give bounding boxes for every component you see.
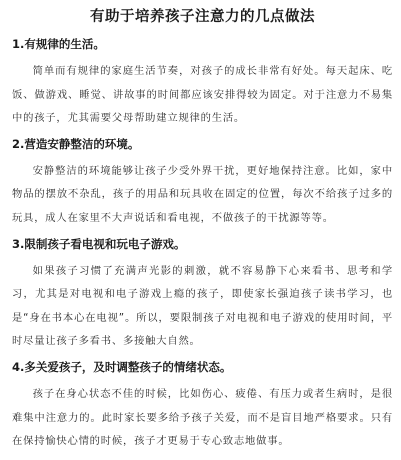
section-paragraph: 简单而有规律的家庭生活节奏，对孩子的成长非常有好处。每天起床、吃饭、做游戏、睡觉、讲故事的时间都应该安排得较为固定。对于注意力不易集中的孩子，尤其需要父母帮助建立规律的生活。	[12, 65, 393, 125]
section-paragraph: 孩子在身心状态不佳的时候，比如伤心、疲倦、有压力或者生病时，是很难集中注意力的。此时家长要多给予孩子关爱，而不是盲目地严格要求。只有在保持愉快心情的时候，孩子才更易于专心致志地做事。	[12, 387, 393, 448]
section-heading: 3.限制孩子看电视和玩电子游戏。	[12, 236, 186, 251]
section-3	[12, 235, 393, 354]
section-4	[12, 358, 393, 454]
section-1	[12, 35, 393, 131]
section-heading: 4.多关爱孩子，及时调整孩子的情绪状态。	[12, 359, 232, 374]
section-heading: 1.有规律的生活。	[12, 37, 105, 51]
section-heading: 2.营造安静整洁的环境。	[12, 136, 140, 151]
section-paragraph: 安静整洁的环境能够让孩子少受外界干扰，更好地保持注意。比如，家中物品的摆放不杂乱，孩子的用品和玩具收在固定的位置，每次不给孩子过多的玩具，成人在家里不大声说话和看电视，不做孩子的干扰源等等。	[12, 164, 393, 224]
section-paragraph: 如果孩子习惯了充满声光影的刺激，就不容易静下心来看书、思考和学习，尤其是对电视和电子游戏上瘾的孩子，即使家长强迫孩子读书学习，也是“身在书本心在电视”。所以，要限制孩子对电视和电子游戏的使用时间，平时尽量让孩子多看书、多接触大自然。	[12, 264, 393, 348]
section-2	[12, 135, 393, 231]
document-title: 有助于培养孩子注意力的几点做法	[90, 9, 315, 25]
